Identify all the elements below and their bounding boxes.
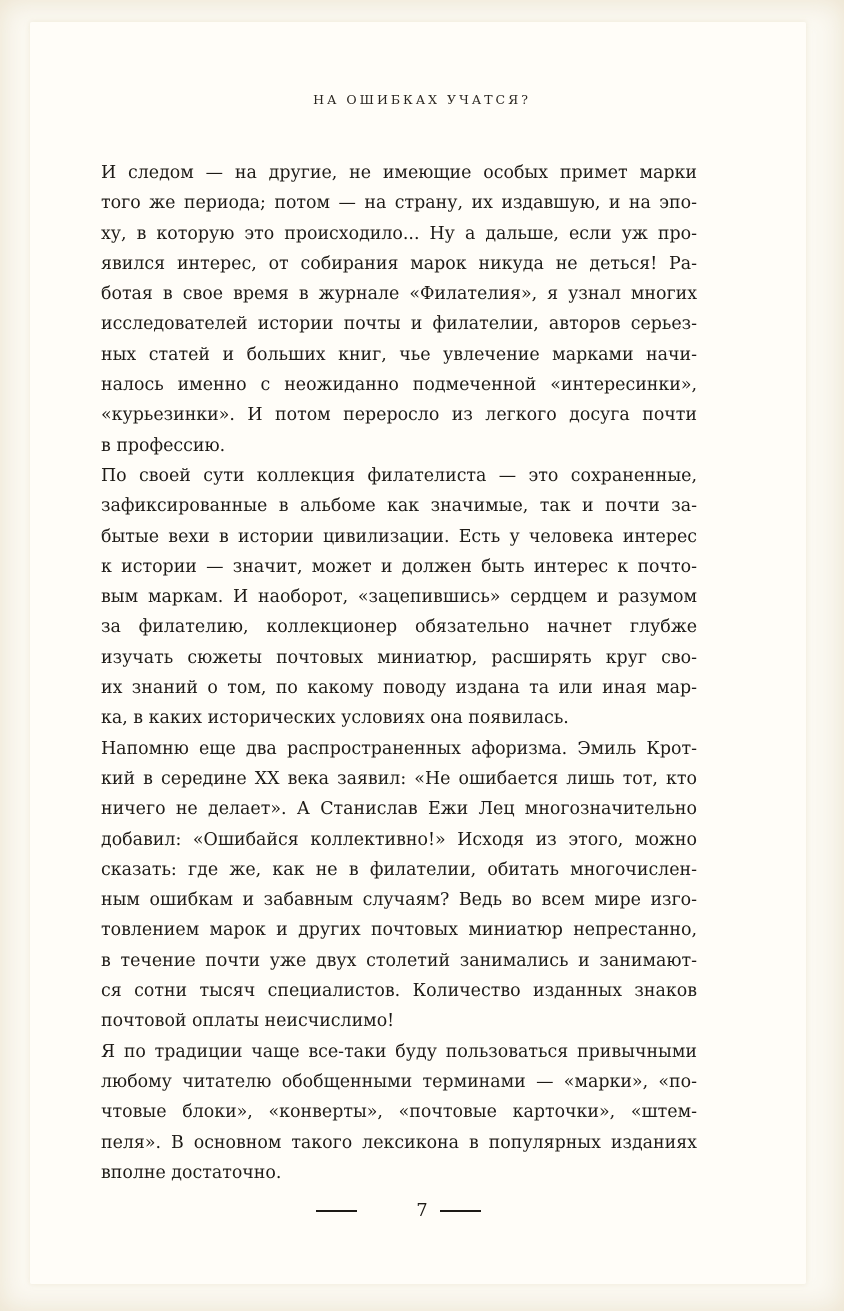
text-line: сказать: где же, как не в филателии, обитать многочислен- xyxy=(101,859,697,880)
text-line: ным ошибкам и забавным случаям? Ведь во всем мире изго- xyxy=(101,890,697,911)
text-line: ничего не делает». А Станислав Ежи Лец многозначительно xyxy=(101,799,697,820)
text-line: «курьезинки». И потом переросло из легкого досуга почти xyxy=(101,405,697,426)
paragraph xyxy=(101,461,697,734)
text-line: к истории — значит, может и должен быть интерес к почто- xyxy=(101,556,697,577)
text-line: ботая в свое время в журнале «Филателия», я узнал многих xyxy=(101,284,697,305)
text-line: в профессию. xyxy=(101,435,226,456)
folio-rule-right xyxy=(440,1210,481,1212)
text-line: бытые вехи в истории цивилизации. Есть у человека интерес xyxy=(101,526,697,547)
text-line: вполне достаточно. xyxy=(101,1162,282,1183)
text-line: явился интерес, от собирания марок никуда не деться! Ра- xyxy=(101,253,697,274)
body-text xyxy=(101,158,697,1188)
text-line: Напомню еще два распространенных афоризма. Эмиль Крот- xyxy=(101,738,697,759)
text-line: добавил: «Ошибайся коллективно!» Исходя из этого, можно xyxy=(101,829,697,850)
text-line: зафиксированные в альбоме как значимые, так и почти за- xyxy=(101,496,697,517)
text-line: И следом — на другие, не имеющие особых примет марки xyxy=(101,163,697,183)
text-line: почтовой оплаты неисчислимо! xyxy=(101,1011,395,1032)
text-line: По своей сути коллекция филателиста — это сохраненные, xyxy=(101,465,697,486)
paragraph xyxy=(101,734,697,1037)
running-head: НА ОШИБКАХ УЧАТСЯ? xyxy=(313,92,531,107)
text-line: исследователей истории почты и филателии, авторов серьез- xyxy=(101,314,697,335)
text-line: пеля». В основном такого лексикона в популярных изданиях xyxy=(101,1132,697,1153)
text-line: чтовые блоки», «конверты», «почтовые карточки», «штем- xyxy=(101,1102,697,1123)
paragraph xyxy=(101,158,697,461)
text-line: ных статей и больших книг, чье увлечение марками начи- xyxy=(101,344,697,365)
text-line: их знаний о том, по какому поводу издана та или иная мар- xyxy=(101,678,697,699)
text-line: любому читателю обобщенными терминами — «марки», «по- xyxy=(101,1071,697,1092)
page-number: 7 xyxy=(416,1200,428,1221)
text-line: Я по традиции чаще все-таки буду пользоваться привычными xyxy=(101,1041,697,1062)
text-line: за филателию, коллекционер обязательно начнет глубже xyxy=(101,617,697,638)
text-line: в течение почти уже двух столетий занимались и занимают- xyxy=(101,950,697,971)
text-line: вым маркам. И наоборот, «зацепившись» сердцем и разумом xyxy=(101,587,697,608)
text-line: изучать сюжеты почтовых миниатюр, расширять круг сво- xyxy=(101,647,697,668)
text-line: налось именно с неожиданно подмеченной «интересинки», xyxy=(101,375,697,396)
text-line: ся сотни тысяч специалистов. Количество изданных знаков xyxy=(101,981,697,1002)
paragraph xyxy=(101,1037,697,1188)
text-line: кий в середине XX века заявил: «Не ошибается лишь тот, кто xyxy=(101,768,697,789)
text-line: ка, в каких исторических условиях она появилась. xyxy=(101,708,569,729)
text-line: того же периода; потом — на страну, их издавшую, и на эпо- xyxy=(101,193,697,214)
text-line: товлением марок и других почтовых миниатюр непрестанно, xyxy=(101,920,697,941)
text-line: ху, в которую это происходило... Ну а дальше, если уж про- xyxy=(101,223,697,244)
folio xyxy=(0,1196,844,1226)
